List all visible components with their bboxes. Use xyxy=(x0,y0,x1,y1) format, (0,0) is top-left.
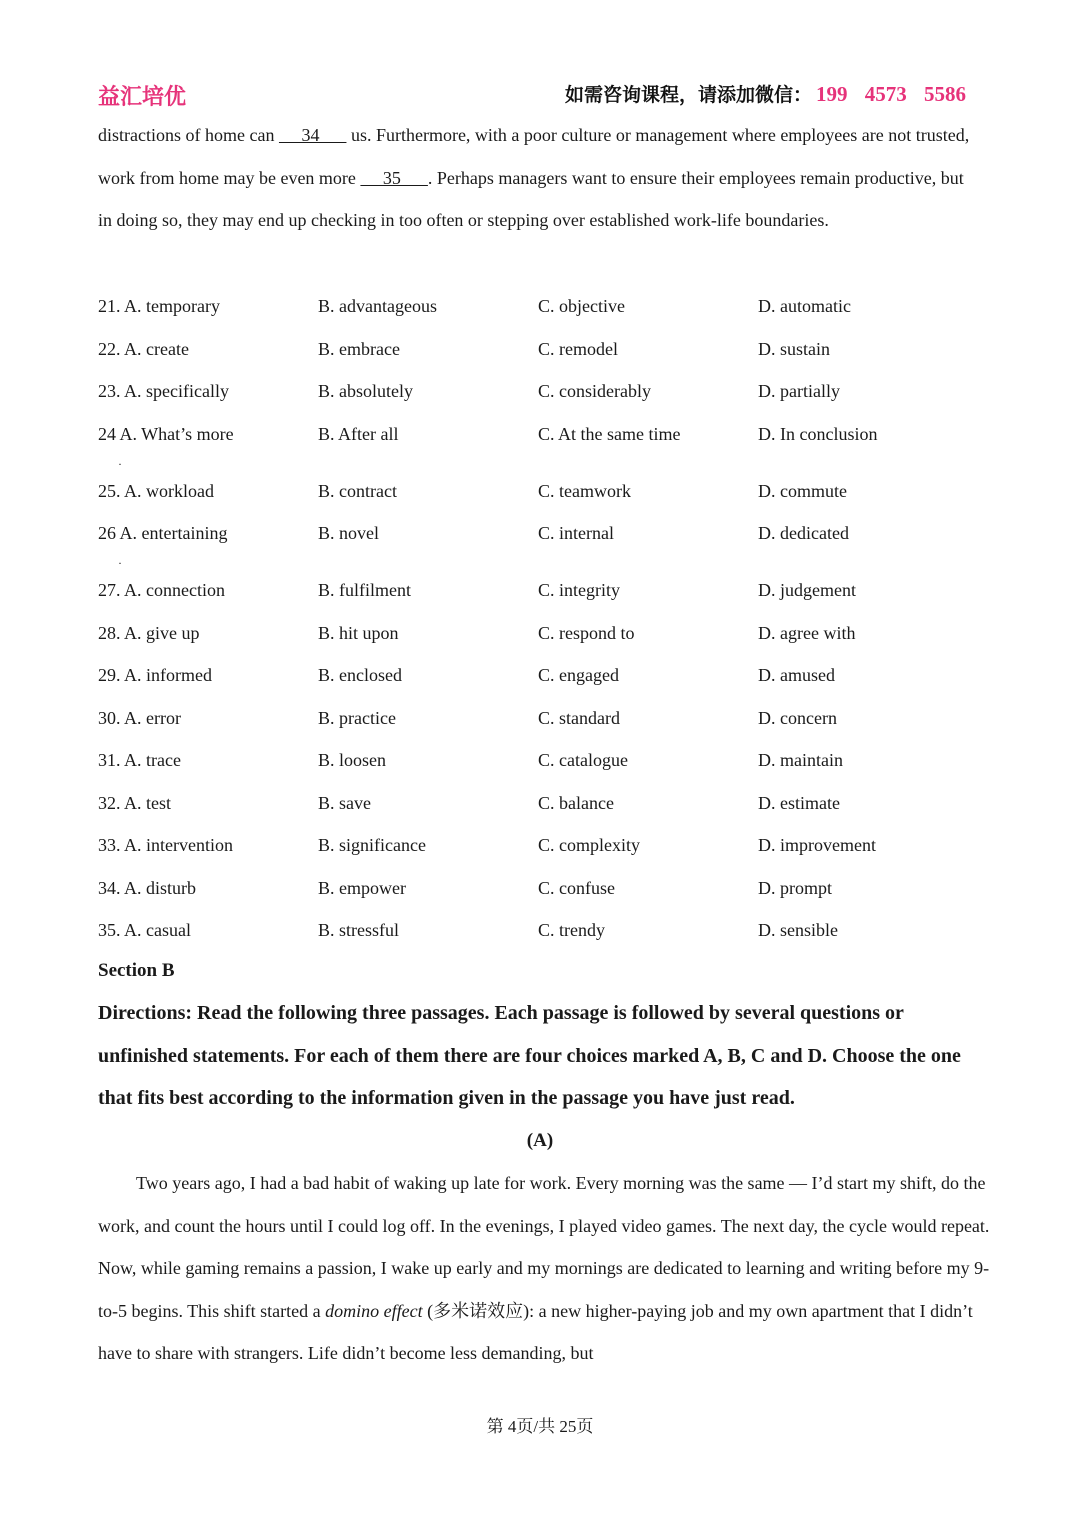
page-number: 第 4页/共 25页 xyxy=(486,1417,594,1436)
paragraph-text: us. Furthermore, with a poor culture or management where employees are not trusted, work from home may be even more xyxy=(98,125,970,188)
option-d: D. maintain xyxy=(758,750,843,770)
option-d: D. dedicated xyxy=(758,523,849,543)
section-title: Section B xyxy=(98,960,175,981)
option-row xyxy=(98,654,978,697)
option-row xyxy=(98,697,978,740)
option-b: B. practice xyxy=(318,707,396,728)
option-b: B. empower xyxy=(318,877,406,898)
option-a: 35. A. casual xyxy=(98,920,191,940)
option-row xyxy=(98,824,978,867)
option-c: C. objective xyxy=(538,296,625,316)
option-c: C. catalogue xyxy=(538,750,628,770)
contact-info xyxy=(565,80,966,107)
option-d: D. automatic xyxy=(758,296,851,316)
passage-text: (多米诺效应): a new higher-paying job and my own apartment that I didn’t have to share with strangers. Life didn’t become less demanding, but xyxy=(98,1300,973,1363)
option-a: 33. A. intervention xyxy=(98,835,233,855)
option-d: D. agree with xyxy=(758,622,856,643)
passage-a xyxy=(98,1162,990,1375)
option-c: C. standard xyxy=(538,707,620,728)
page-header xyxy=(98,80,966,112)
brand-name: 益汇培优 xyxy=(98,84,187,109)
option-a: 28. A. give up xyxy=(98,622,200,643)
option-c: C. remodel xyxy=(538,338,618,359)
option-d: D. sustain xyxy=(758,338,830,359)
option-a: 27. A. connection xyxy=(98,580,225,600)
contact-phone: 199 4573 5586 xyxy=(816,82,966,106)
option-c: C. trendy xyxy=(538,920,605,940)
option-b: B. loosen xyxy=(318,750,387,770)
option-a: 23. A. specifically xyxy=(98,381,229,401)
option-a: 25. A. workload xyxy=(98,480,214,501)
paragraph-text: . Perhaps managers want to ensure their employees remain productive, but in doing so, they may end up checking in too often or stepping over established work-life boundaries. xyxy=(98,167,964,230)
stray-dot: · xyxy=(118,556,122,570)
paragraph-text: distractions of home can xyxy=(98,125,279,145)
option-c: C. internal xyxy=(538,523,614,543)
answer-options xyxy=(98,285,978,952)
option-row xyxy=(98,328,978,371)
option-a: 32. A. test xyxy=(98,792,172,813)
option-b: B. absolutely xyxy=(318,381,413,401)
option-a: 34. A. disturb xyxy=(98,877,197,898)
option-b: B. hit upon xyxy=(318,622,399,643)
option-row xyxy=(98,512,978,569)
option-a: 26 A. entertaining xyxy=(98,523,228,543)
directions-text: Directions: Read the following three passages. Each passage is followed by several questions or unfinished statements. For each of them there are four choices marked A, B, C and D. Choose the one that fits best according to the information given in the passage you have just read. xyxy=(98,1002,961,1109)
passage-italic: domino effect xyxy=(325,1300,423,1321)
option-d: D. In conclusion xyxy=(758,423,878,444)
option-d: D. concern xyxy=(758,707,837,728)
option-a: 30. A. error xyxy=(98,707,181,728)
option-c: C. integrity xyxy=(538,580,620,600)
option-b: B. advantageous xyxy=(318,296,437,316)
option-c: C. engaged xyxy=(538,665,619,685)
option-a: 24 A. What’s more xyxy=(98,423,234,444)
option-b: B. save xyxy=(318,792,371,813)
option-row xyxy=(98,612,978,655)
passage-text: Two years ago, I had a bad habit of waking up late for work. Every morning was the same — I’d start my shift, do the work, and count the hours until I could log off. In the evenings, I played video games. The next day, the cycle would repeat. Now, while gaming remains a passion, I wake up early and my mornings are dedicated to learning and writing before my 9-to-5 begins. This shift started a xyxy=(98,1173,990,1321)
option-d: D. commute xyxy=(758,480,847,501)
option-b: B. embrace xyxy=(318,338,400,359)
option-row xyxy=(98,909,978,952)
option-d: D. improvement xyxy=(758,835,876,855)
option-c: C. considerably xyxy=(538,381,651,401)
option-row xyxy=(98,867,978,910)
option-d: D. sensible xyxy=(758,920,838,940)
option-b: B. fulfilment xyxy=(318,580,411,600)
option-row xyxy=(98,782,978,825)
option-row xyxy=(98,285,978,328)
option-b: B. enclosed xyxy=(318,665,402,685)
option-b: B. stressful xyxy=(318,920,399,940)
option-row xyxy=(98,739,978,782)
option-row xyxy=(98,470,978,513)
option-c: C. confuse xyxy=(538,877,615,898)
option-d: D. amused xyxy=(758,665,835,685)
blank-34: 34 xyxy=(278,125,347,145)
option-d: D. prompt xyxy=(758,877,832,898)
option-b: B. significance xyxy=(318,835,426,855)
passage-continuation xyxy=(98,114,978,242)
option-c: C. balance xyxy=(538,792,614,813)
option-b: B. novel xyxy=(318,523,379,543)
option-c: C. teamwork xyxy=(538,480,631,501)
option-c: C. respond to xyxy=(538,622,635,643)
option-row xyxy=(98,569,978,612)
option-d: D. judgement xyxy=(758,580,856,600)
option-c: C. complexity xyxy=(538,835,640,855)
contact-label: 如需咨询课程，请添加微信： xyxy=(564,85,812,106)
option-a: 29. A. informed xyxy=(98,665,212,685)
option-row xyxy=(98,413,978,470)
option-c: C. At the same time xyxy=(538,423,681,444)
option-a: 22. A. create xyxy=(98,338,189,359)
option-row xyxy=(98,370,978,413)
option-a: 21. A. temporary xyxy=(98,296,220,316)
blank-35: 35 xyxy=(360,167,428,188)
passage-label: (A) xyxy=(526,1130,554,1151)
option-d: D. partially xyxy=(758,381,840,401)
stray-dot: · xyxy=(118,456,122,471)
option-a: 31. A. trace xyxy=(98,750,181,770)
option-b: B. After all xyxy=(318,423,399,444)
option-d: D. estimate xyxy=(758,792,840,813)
option-b: B. contract xyxy=(318,480,397,501)
